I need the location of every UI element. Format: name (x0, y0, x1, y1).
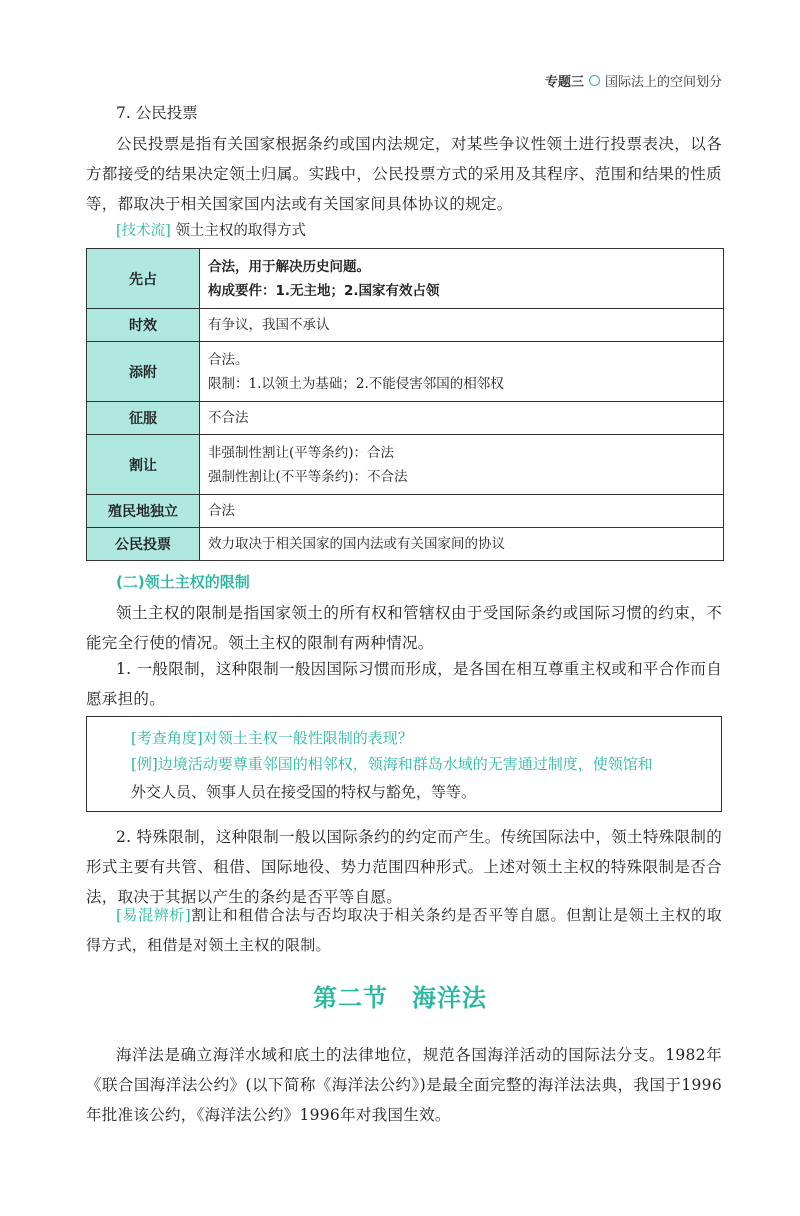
row-value (200, 435, 724, 495)
item7-paragraph: 公民投票是指有关国家根据条约或国内法规定，对某些争议性领土进行投票表决，以各方都接受的结果决定领土归属。实践中，公民投票方式的采用及其程序、范围和结果的性质等，都取决于相关国家国内法或有关国家间具体协议的规定。 (86, 135, 722, 213)
row-key: 割让 (87, 435, 200, 495)
confuse-text: 割让和租借合法与否均取决于相关条约是否平等自愿。但割让是领土主权的取得方式，租借是对领土主权的限制。 (86, 906, 722, 954)
example-continued-line: 外交人员、领事人员在接受国的特权与豁免，等等。 (131, 783, 477, 801)
row-value (200, 528, 724, 561)
value-line: 限制：1.以领土为基础；2.不能侵害邻国的相邻权 (208, 375, 504, 392)
row-key: 添附 (87, 342, 200, 402)
item7-heading: 7. 公民投票 (116, 104, 198, 122)
running-head (545, 71, 722, 90)
table-row (87, 435, 724, 495)
value-line: 合法。 (208, 351, 249, 368)
general-limit-paragraph: 1. 一般限制，这种限制一般因国际习惯而形成，是各国在相互尊重主权或和平合作而自愿承担的。 (86, 660, 722, 708)
row-value (200, 402, 724, 435)
table-row (87, 249, 724, 309)
section-title (0, 978, 800, 1013)
table-row (87, 402, 724, 435)
special-limit-paragraph: 2. 特殊限制，这种限制一般以国际条约的约定而产生。传统国际法中，领土特殊限制的形式主要有共管、租借、国际地役、势力范围四种形式。上述对领土主权的特殊限制是否合法，取决于其据以产生的条约是否平等自愿。 (86, 828, 722, 906)
row-value (200, 342, 724, 402)
table-row (87, 342, 724, 402)
value-line: 效力取决于相关国家的国内法或有关国家间的协议 (208, 536, 505, 552)
value-line: 有争议，我国不承认 (208, 317, 330, 333)
tech-title: 领土主权的取得方式 (175, 223, 306, 239)
row-value (200, 495, 724, 528)
row-key: 公民投票 (87, 528, 200, 561)
topic-label: 国际法上的空间划分 (604, 75, 722, 90)
section-name: 海洋法 (412, 984, 487, 1012)
tech-tag: [技术流] (116, 223, 171, 239)
confuse-tag: [易混辨析] (116, 906, 192, 924)
maritime-law-paragraph: 海洋法是确立海洋水域和底土的法律地位，规范各国海洋活动的国际法分支。1982年《联合国海洋法公约》(以下简称《海洋法公约》)是最全面完整的海洋法法典，我国于1996年批准该公约，《海洋法公约》1996年对我国生效。 (86, 1046, 722, 1124)
table-row (87, 495, 724, 528)
row-value (200, 249, 724, 309)
value-line: 强制性割让(不平等条约)：不合法 (208, 468, 408, 485)
row-key: 殖民地独立 (87, 495, 200, 528)
value-line: 不合法 (208, 410, 249, 426)
table-row (87, 528, 724, 561)
exam-box (86, 716, 722, 812)
value-line: 构成要件：1.无主地；2.国家有效占领 (208, 282, 440, 299)
limits-intro: 领土主权的限制是指国家领土的所有权和管辖权由于受国际条约或国际习惯的约束，不能完全行使的情况。领土主权的限制有两种情况。 (86, 604, 722, 652)
confuse-note (86, 900, 722, 960)
row-key: 先占 (87, 249, 200, 309)
limits-heading: (二)领土主权的限制 (116, 573, 250, 591)
acquisition-table (86, 248, 724, 561)
value-line: 非强制性割让(平等条约)：合法 (208, 444, 395, 461)
table-row (87, 309, 724, 342)
example-line: [例]边境活动要尊重邻国的相邻权，领海和群岛水域的无害通过制度，使领馆和 (131, 755, 653, 773)
value-line: 合法 (208, 503, 235, 519)
exam-angle-line: [考查角度]对领土主权一般性限制的表现？ (131, 729, 413, 747)
row-value (200, 309, 724, 342)
value-line: 合法，用于解决历史问题。 (208, 258, 370, 275)
section-number: 第二节 (313, 984, 388, 1012)
circle-icon (589, 75, 600, 86)
tech-label (116, 219, 306, 240)
row-key: 征服 (87, 402, 200, 435)
row-key: 时效 (87, 309, 200, 342)
chapter-label: 专题三 (544, 75, 584, 90)
